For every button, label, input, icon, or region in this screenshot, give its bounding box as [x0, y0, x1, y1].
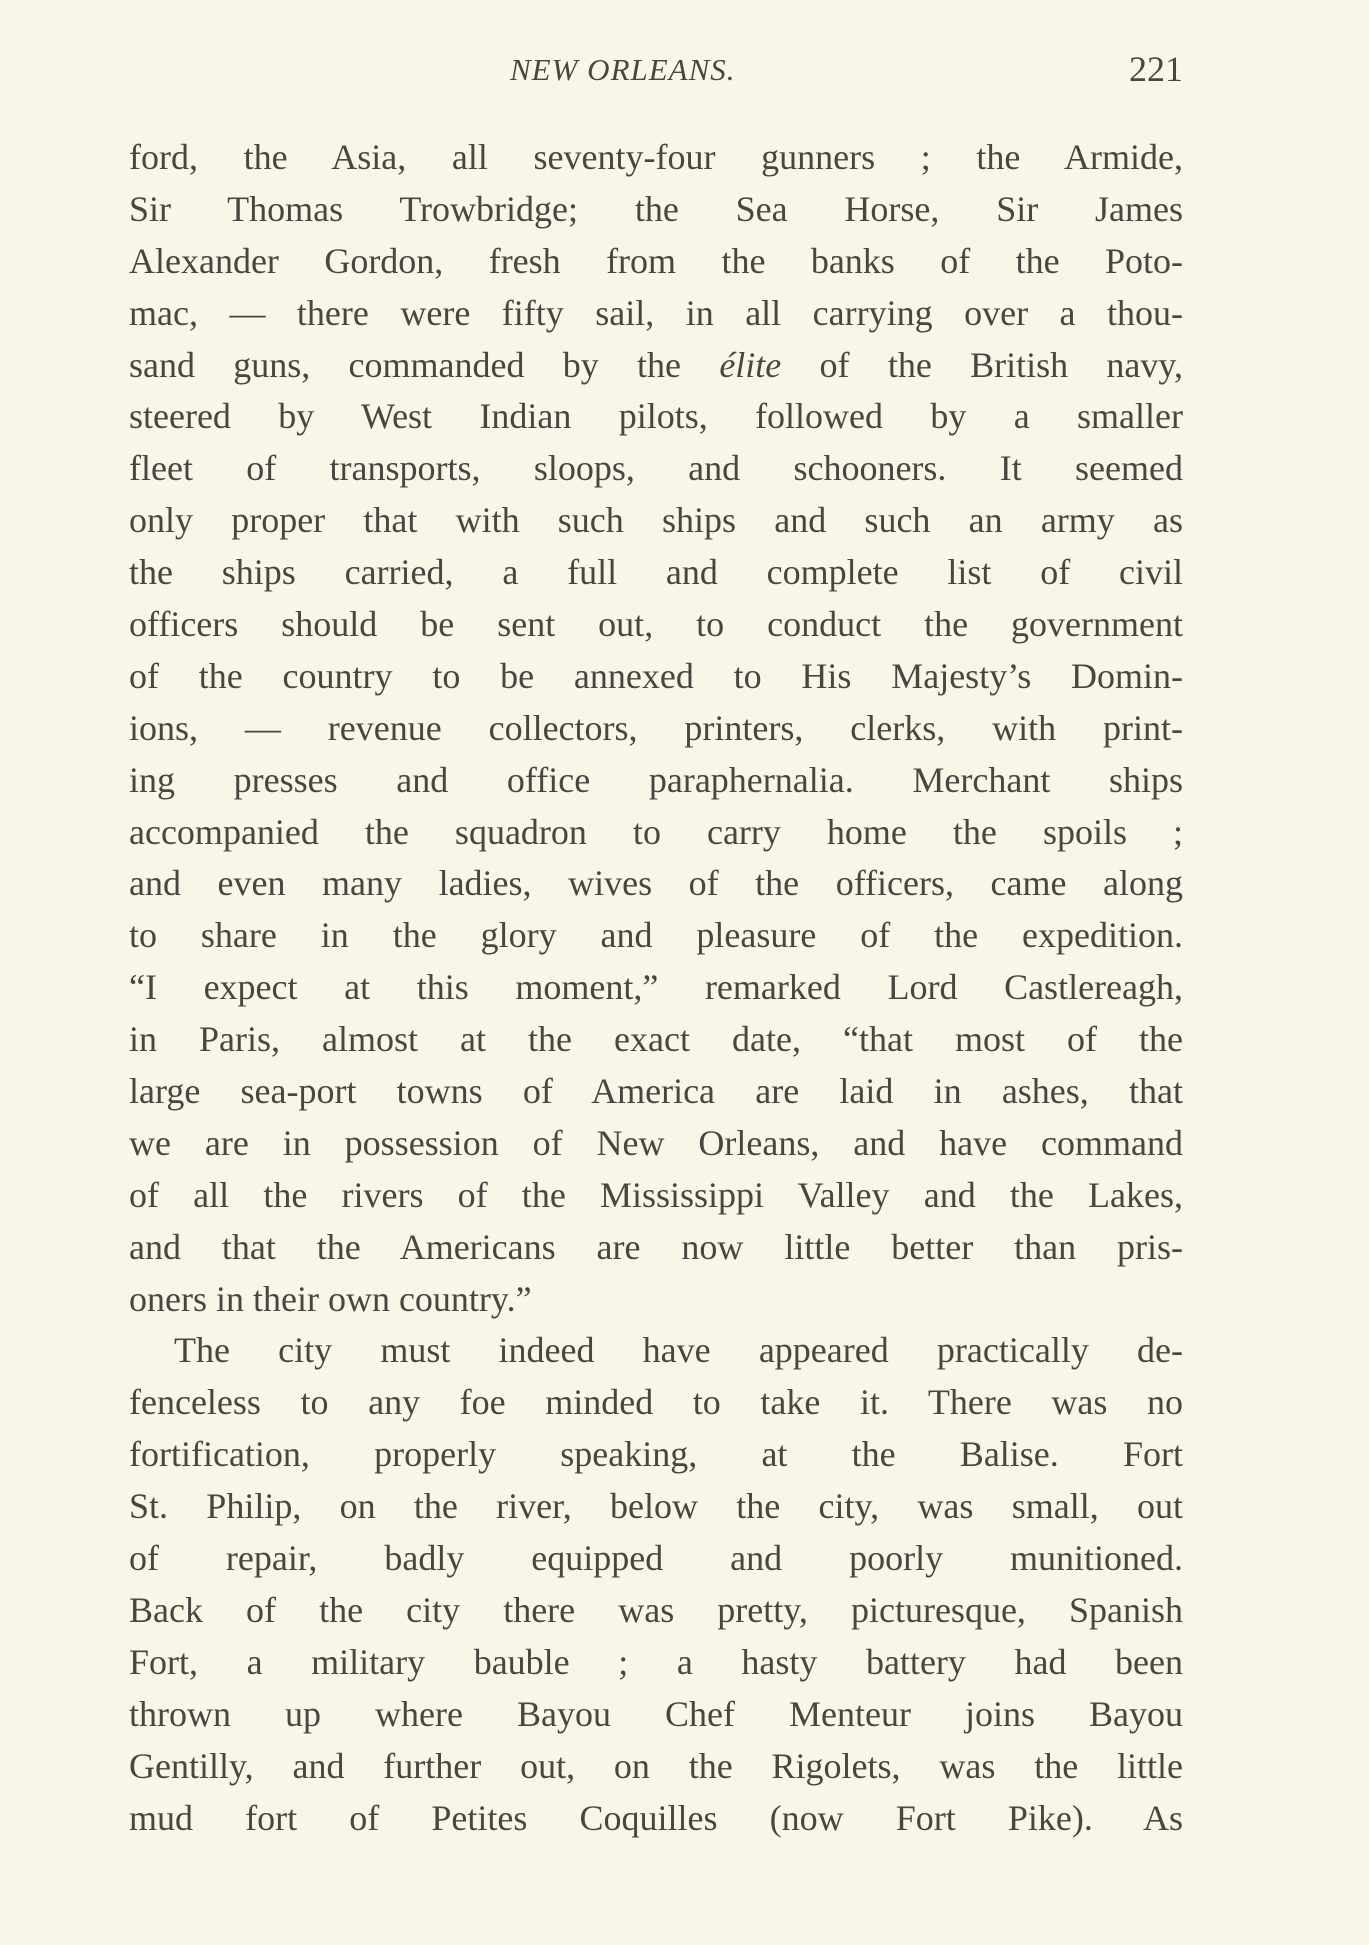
text-line: of repair, badly equipped and poorly munitioned.	[129, 1538, 1183, 1579]
text-line: Alexander Gordon, fresh from the banks of the Poto-	[129, 240, 1183, 281]
running-head-title: NEW ORLEANS.	[510, 52, 736, 87]
text-line: fenceless to any foe minded to take it. There was no	[129, 1382, 1183, 1423]
text-line: thrown up where Bayou Chef Menteur joins Bayou	[129, 1693, 1183, 1734]
text-line: to share in the glory and pleasure of the expedition.	[129, 915, 1183, 956]
body-text	[129, 132, 1183, 1844]
text-line: only proper that with such ships and such an army as	[129, 500, 1183, 541]
text-line: large sea-port towns of America are laid in ashes, that	[129, 1071, 1183, 1112]
text-line: officers should be sent out, to conduct the government	[129, 604, 1183, 645]
text-line: fleet of transports, sloops, and schooners. It seemed	[129, 448, 1183, 489]
text-line: we are in possession of New Orleans, and have command	[129, 1122, 1183, 1163]
text-line: accompanied the squadron to carry home the spoils ;	[129, 811, 1183, 852]
paragraph	[129, 1325, 1183, 1844]
page-number: 221	[1129, 49, 1183, 89]
text-line: Sir Thomas Trowbridge; the Sea Horse, Sir James	[129, 188, 1183, 229]
text-line: sand guns, commanded by the élite of the British navy,	[129, 344, 1184, 385]
text-line: ions, — revenue collectors, printers, clerks, with print-	[129, 707, 1183, 748]
text-line: and even many ladies, wives of the officers, came along	[129, 863, 1183, 904]
text-line: “I expect at this moment,” remarked Lord Castlereagh,	[129, 967, 1183, 1008]
text-line: mac, — there were fifty sail, in all carrying over a thou-	[129, 292, 1183, 333]
text-line: steered by West Indian pilots, followed by a smaller	[129, 396, 1183, 437]
text-line: mud fort of Petites Coquilles (now Fort Pike). As	[129, 1797, 1183, 1838]
text-line: ing presses and office paraphernalia. Merchant ships	[129, 759, 1183, 800]
text-line: the ships carried, a full and complete list of civil	[129, 552, 1183, 593]
italic-word: élite	[719, 344, 782, 385]
text-line: fortification, properly speaking, at the Balise. Fort	[129, 1434, 1183, 1475]
text-line: St. Philip, on the river, below the city, was small, out	[129, 1486, 1183, 1527]
text-line: of the country to be annexed to His Majesty’s Domin-	[129, 655, 1183, 696]
text-line: Fort, a military bauble ; a hasty battery had been	[129, 1641, 1183, 1682]
text-line: of all the rivers of the Mississippi Valley and the Lakes,	[129, 1174, 1183, 1215]
text-line: oners in their own country.”	[129, 1278, 532, 1319]
text-line: ford, the Asia, all seventy-four gunners ; the Armide,	[129, 137, 1183, 177]
text-line: Back of the city there was pretty, picturesque, Spanish	[129, 1589, 1183, 1630]
running-head	[0, 49, 1369, 92]
paragraph	[129, 132, 1183, 1325]
text-line: and that the Americans are now little better than pris-	[129, 1226, 1183, 1267]
text-line: Gentilly, and further out, on the Rigolets, was the little	[129, 1745, 1183, 1786]
text-line: The city must indeed have appeared practically de-	[174, 1330, 1183, 1371]
text-line: in Paris, almost at the exact date, “that most of the	[129, 1019, 1183, 1060]
